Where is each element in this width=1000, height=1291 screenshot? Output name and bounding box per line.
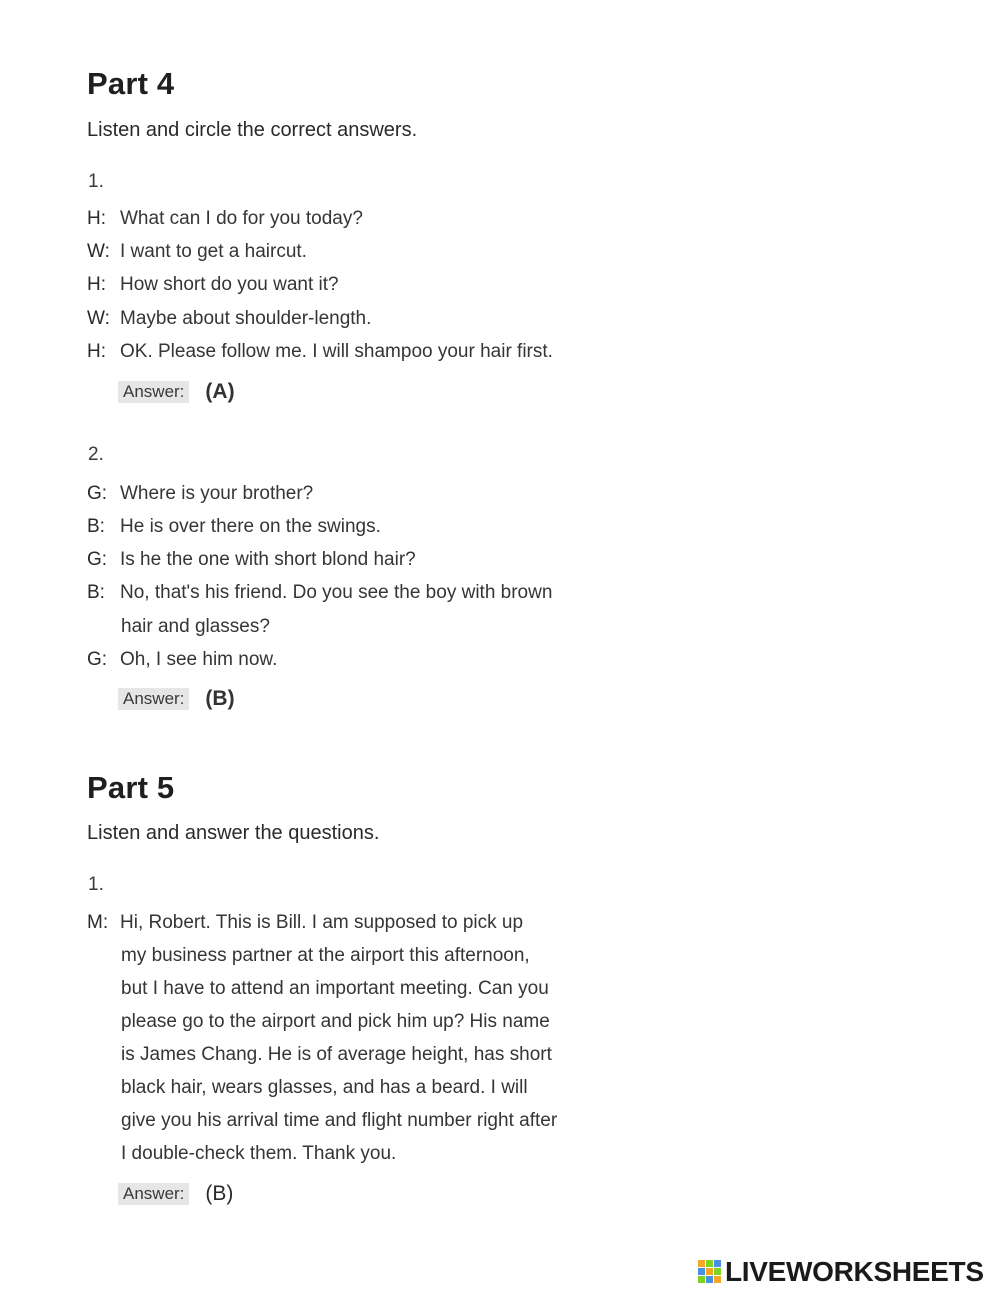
speaker-label: M: xyxy=(87,912,109,933)
dialogue-line xyxy=(87,515,381,539)
dialogue-text: I want to get a haircut. xyxy=(120,241,307,262)
part-4-question-2-number: 2. xyxy=(88,444,104,465)
monologue-line-continuation xyxy=(121,1010,550,1034)
liveworksheets-logo-icon xyxy=(698,1260,722,1284)
speaker-label: G: xyxy=(87,649,108,670)
speaker-label: W: xyxy=(87,308,110,329)
monologue-line-continuation xyxy=(121,944,530,968)
speaker-label: G: xyxy=(87,483,108,504)
monologue-line-continuation xyxy=(121,1109,557,1133)
part-5-question-1-number: 1. xyxy=(88,874,104,895)
answer-value: (A) xyxy=(205,380,235,403)
part-5-title: Part 5 xyxy=(87,770,175,805)
part-4-question-1-answer xyxy=(118,377,235,407)
dialogue-text: Where is your brother? xyxy=(120,483,314,504)
part-5-question-1-answer xyxy=(118,1179,233,1209)
monologue-text: is James Chang. He is of average height, has short xyxy=(121,1044,552,1065)
monologue-text: Hi, Robert. This is Bill. I am supposed to pick up xyxy=(120,912,524,933)
speaker-label: H: xyxy=(87,274,106,295)
monologue-text: give you his arrival time and flight number right after xyxy=(121,1110,558,1131)
dialogue-text: No, that's his friend. Do you see the boy with brown xyxy=(120,582,553,603)
dialogue-text: Oh, I see him now. xyxy=(120,649,278,670)
monologue-line-continuation xyxy=(121,1142,396,1166)
part-4-instruction: Listen and circle the correct answers. xyxy=(87,119,418,141)
monologue-line xyxy=(87,911,523,935)
part-4-question-2-answer xyxy=(118,684,235,714)
speaker-label: B: xyxy=(87,516,105,537)
dialogue-line xyxy=(87,340,553,364)
monologue-text: but I have to attend an important meeting. Can you xyxy=(121,978,549,999)
dialogue-line xyxy=(87,240,307,264)
dialogue-text: How short do you want it? xyxy=(120,274,339,295)
monologue-text: please go to the airport and pick him up? His name xyxy=(121,1011,550,1032)
speaker-label: G: xyxy=(87,549,108,570)
liveworksheets-logo xyxy=(698,1256,984,1288)
monologue-line-continuation xyxy=(121,1043,552,1067)
answer-label: Answer: xyxy=(118,1183,189,1205)
part-4-question-1-number: 1. xyxy=(88,171,104,192)
answer-value: (B) xyxy=(205,687,235,710)
answer-value: (B) xyxy=(205,1182,234,1205)
monologue-text: my business partner at the airport this afternoon, xyxy=(121,945,530,966)
dialogue-text: Is he the one with short blond hair? xyxy=(120,549,416,570)
dialogue-text: Maybe about shoulder-length. xyxy=(120,308,372,329)
part-5-instruction: Listen and answer the questions. xyxy=(87,822,380,844)
speaker-label: B: xyxy=(87,582,105,603)
part-4-title: Part 4 xyxy=(87,66,175,101)
speaker-label: H: xyxy=(87,208,106,229)
answer-label: Answer: xyxy=(118,381,189,403)
dialogue-line xyxy=(87,207,363,231)
dialogue-line xyxy=(87,482,313,506)
dialogue-line xyxy=(87,581,552,605)
answer-label: Answer: xyxy=(118,688,189,710)
dialogue-line xyxy=(87,307,371,331)
dialogue-text: OK. Please follow me. I will shampoo your hair first. xyxy=(120,341,553,362)
dialogue-line xyxy=(87,648,277,672)
monologue-line-continuation xyxy=(121,977,549,1001)
dialogue-line xyxy=(87,548,416,572)
monologue-line-continuation xyxy=(121,1076,528,1100)
liveworksheets-logo-text: LIVEWORKSHEETS xyxy=(725,1256,984,1287)
monologue-text: black hair, wears glasses, and has a beard. I will xyxy=(121,1077,528,1098)
dialogue-text: hair and glasses? xyxy=(121,616,270,637)
monologue-text: I double-check them. Thank you. xyxy=(121,1143,397,1164)
dialogue-text: He is over there on the swings. xyxy=(120,516,381,537)
speaker-label: H: xyxy=(87,341,106,362)
dialogue-line-continuation xyxy=(121,615,270,639)
dialogue-text: What can I do for you today? xyxy=(120,208,363,229)
speaker-label: W: xyxy=(87,241,110,262)
dialogue-line xyxy=(87,273,339,297)
